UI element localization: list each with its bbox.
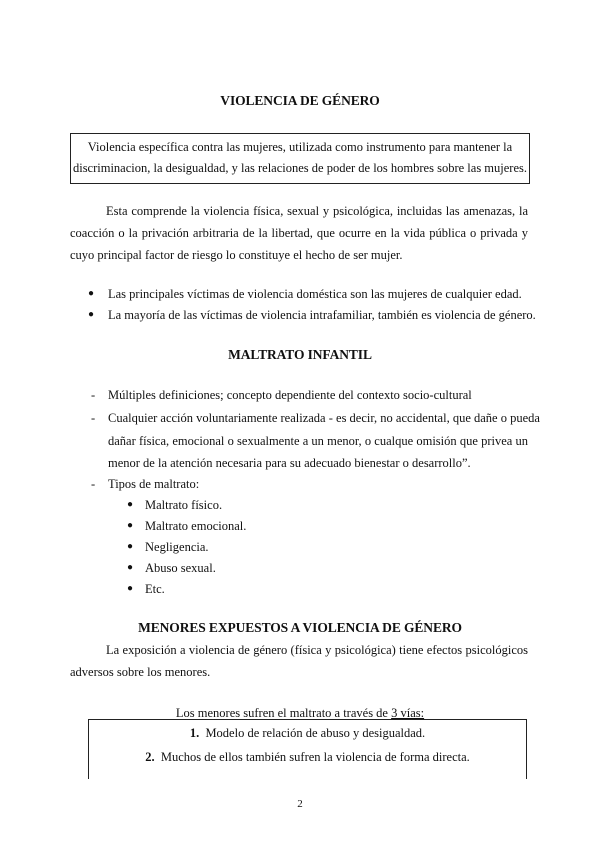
definition-line-1: Violencia específica contra las mujeres, utilizada como instrumento para mantener la <box>87 140 513 154</box>
vias-box <box>88 719 527 779</box>
vias-intro-text: Los menores sufren el maltrato a través de <box>175 706 392 720</box>
para-line-1: Esta comprende la violencia física, sexual y psicológica, incluidas las amenazas, la <box>106 204 528 218</box>
via-number: 2. <box>145 750 155 764</box>
bullet-dot: ● <box>127 562 134 573</box>
bullet-dot: ● <box>88 309 95 320</box>
dash-marker: - <box>91 388 96 402</box>
type-item-2: Maltrato emocional. <box>145 519 247 533</box>
dash-item-2-line-1: Cualquier acción voluntariamente realizada - es decir, no accidental, que dañe o pueda <box>108 411 540 425</box>
via-item-2 <box>89 747 526 767</box>
bullet-dot: ● <box>127 520 134 531</box>
para-line-2: coacción o la privación arbitraria de la libertad, que ocurre en la vida pública o privada y <box>70 226 528 240</box>
definition-line-2: discriminacion, la desigualdad, y las relaciones de poder de los hombres sobre las mujeres. <box>72 161 528 175</box>
bullet-dot: ● <box>127 583 134 594</box>
definition-box <box>70 133 530 184</box>
type-item-5: Etc. <box>145 582 165 596</box>
bullet-dot: ● <box>88 288 95 299</box>
dash-item-2-line-2: dañar física, emocional o sexualmente a un menor, o cualque omisión que privea un <box>108 434 528 448</box>
violencia-paragraph <box>70 200 528 266</box>
section-title-violencia: VIOLENCIA DE GÉNERO <box>220 93 380 108</box>
type-item-4: Abuso sexual. <box>145 561 216 575</box>
type-item-1: Maltrato físico. <box>145 498 223 512</box>
section-title-maltrato: MALTRATO INFANTIL <box>228 347 372 362</box>
dash-item-1: Múltiples definiciones; concepto dependiente del contexto socio-cultural <box>108 388 472 402</box>
bullet-dot: ● <box>127 541 134 552</box>
bullet-item-1: Las principales víctimas de violencia doméstica son las mujeres de cualquier edad. <box>108 287 522 301</box>
para-line-3: cuyo principal factor de riesgo lo constituye el hecho de ser mujer. <box>70 248 403 262</box>
section-title-menores: MENORES EXPUESTOS A VIOLENCIA DE GÉNERO <box>138 620 462 635</box>
type-item-3: Negligencia. <box>145 540 209 554</box>
menores-paragraph <box>70 639 528 683</box>
via-number: 1. <box>189 726 200 740</box>
vias-count: 3 vías: <box>391 706 425 720</box>
via-item-1 <box>89 723 526 743</box>
via-text: Muchos de ellos también sufren la violencia de forma directa. <box>160 750 470 764</box>
bullet-item-2: La mayoría de las víctimas de violencia intrafamiliar, también es violencia de género. <box>108 308 536 322</box>
dash-marker: - <box>91 411 96 425</box>
page-number: 2 <box>297 798 303 810</box>
dash-marker: - <box>91 477 96 491</box>
dash-item-3: Tipos de maltrato: <box>108 477 200 491</box>
menores-line-2: adversos sobre los menores. <box>70 665 211 679</box>
via-text: Modelo de relación de abuso y desigualdad. <box>205 726 426 740</box>
menores-line-1: La exposición a violencia de género (física y psicológica) tiene efectos psicológicos <box>106 643 528 657</box>
bullet-dot: ● <box>127 499 134 510</box>
dash-item-2-line-3: menor de la atención necesaria para su adecuado bienestar o desarrollo”. <box>108 456 471 470</box>
